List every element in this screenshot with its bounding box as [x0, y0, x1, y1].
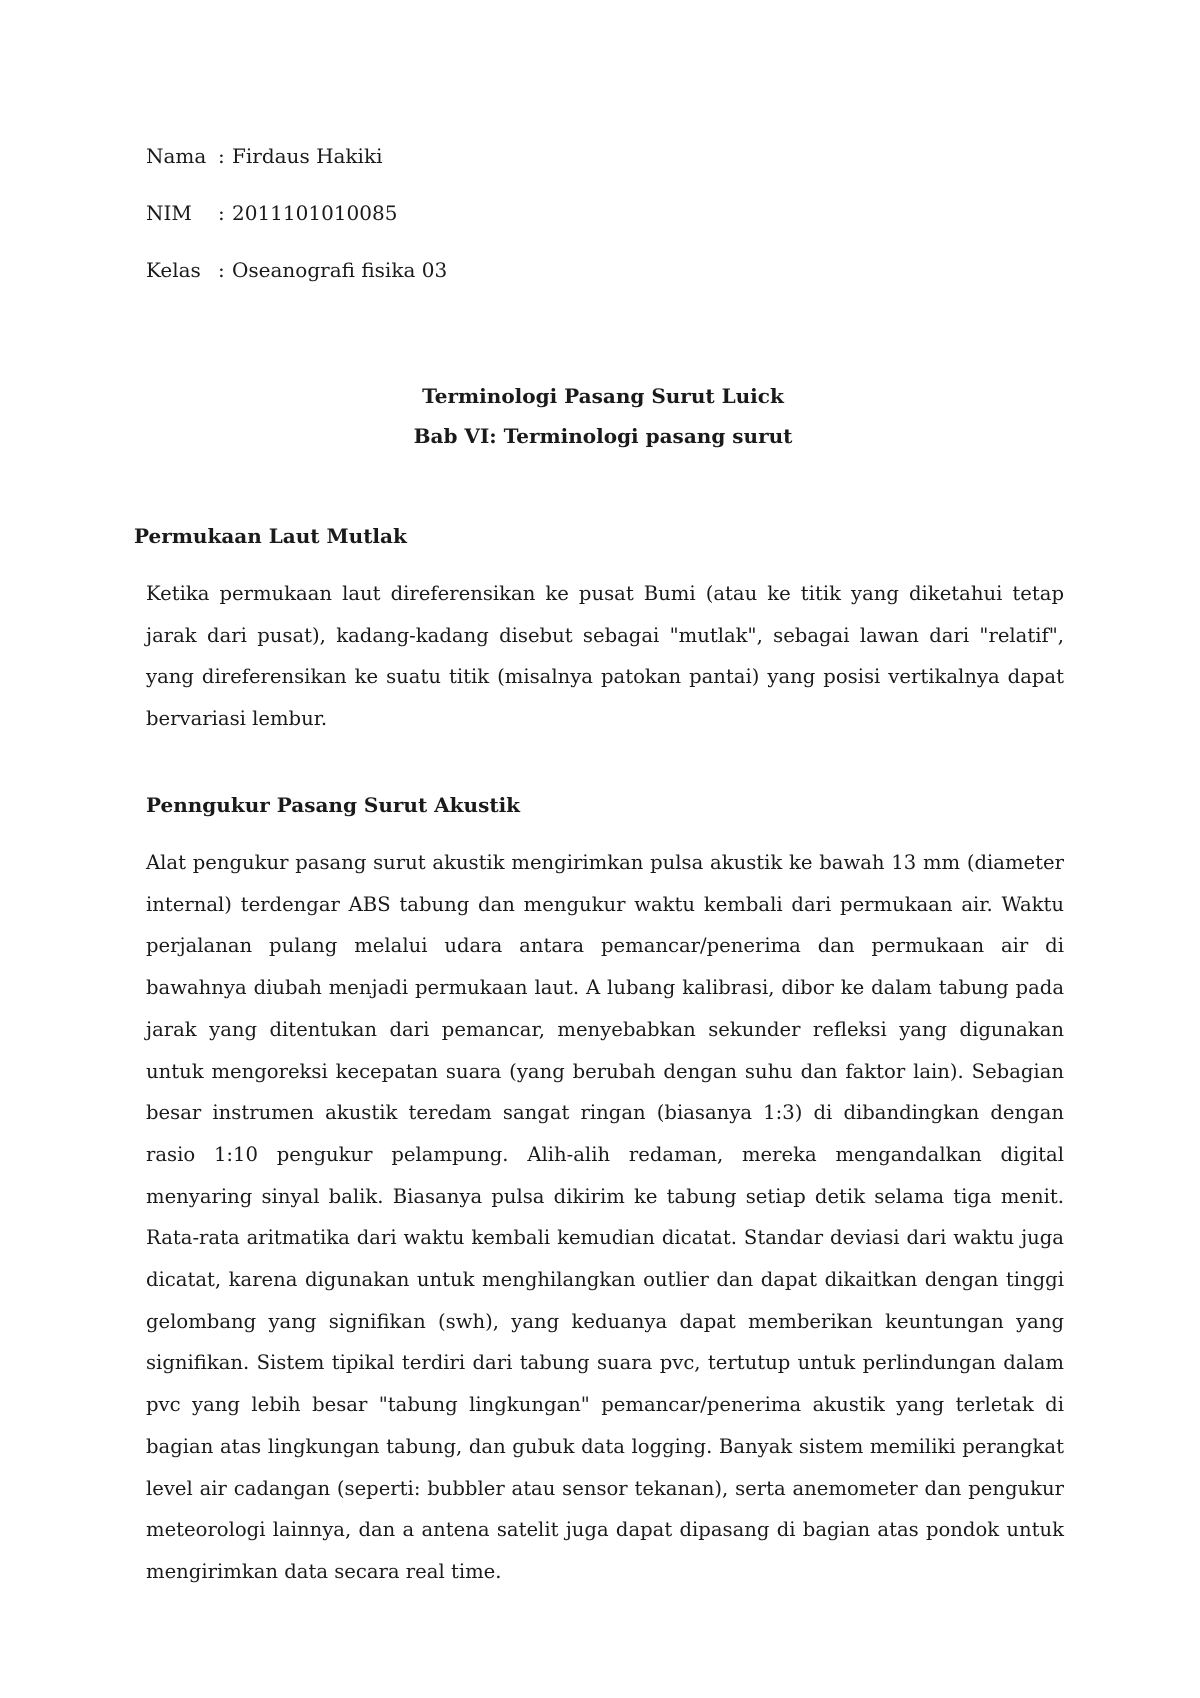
identity-separator: : — [218, 144, 225, 168]
document-titles — [0, 376, 1200, 456]
document-title: Terminologi Pasang Surut Luick — [422, 384, 784, 408]
identity-row-name — [146, 142, 447, 170]
identity-value: 2011101010085 — [232, 201, 398, 225]
identity-label: NIM — [146, 201, 192, 225]
chapter-title: Bab VI: Terminologi pasang surut — [413, 424, 793, 448]
section-body-acoustic-tide-gauge: Alat pengukur pasang surut akustik mengirimkan pulsa akustik ke bawah 13 mm (diameter internal) terdengar ABS tabung dan mengukur waktu kembali dari permukaan air. Waktu perjalanan pulang melalui udara antara pemancar/penerima dan permukaan air di bawahnya diubah menjadi permukaan laut. A lubang kalibrasi, dibor ke dalam tabung pada jarak yang ditentukan dari pemancar, menyebabkan sekunder refleksi yang digunakan untuk mengoreksi kecepatan suara (yang berubah dengan suhu dan faktor lain). Sebagian besar instrumen akustik teredam sangat ringan (biasanya 1:3) di dibandingkan dengan rasio 1:10 pengukur pelampung. Alih-alih redaman, mereka mengandalkan digital menyaring sinyal balik. Biasanya pulsa dikirim ke tabung setiap detik selama tiga menit. Rata-rata aritmatika dari waktu kembali kemudian dicatat. Standar deviasi dari waktu juga dicatat, karena digunakan untuk menghilangkan outlier dan dapat dikaitkan dengan tinggi gelombang yang signifikan (swh), yang keduanya dapat memberikan keuntungan yang signifikan. Sistem tipikal terdiri dari tabung suara pvc, tertutup untuk perlindungan dalam pvc yang lebih besar "tabung lingkungan" pemancar/penerima akustik yang terletak di bagian atas lingkungan tabung, dan gubuk data logging. Banyak sistem memiliki perangkat level air cadangan (seperti: bubbler atau sensor tekanan), serta anemometer dan pengukur meteorologi lainnya, dan a antena satelit juga dapat dipasang di bagian atas pondok untuk mengirimkan data secara real time. — [146, 851, 1064, 1583]
section-heading-absolute-sea-level: Permukaan Laut Mutlak — [134, 524, 407, 548]
identity-label: Kelas — [146, 258, 201, 282]
identity-row-nim — [146, 199, 447, 227]
section-body-absolute-sea-level: Ketika permukaan laut direferensikan ke pusat Bumi (atau ke titik yang diketahui tetap jarak dari pusat), kadang-kadang disebut sebagai "mutlak", sebagai lawan dari "relatif", yang direferensikan ke suatu titik (misalnya patokan pantai) yang posisi vertikalnya dapat bervariasi lembur. — [146, 582, 1064, 731]
identity-value: Oseanografi fisika 03 — [232, 258, 448, 282]
identity-separator: : — [218, 258, 225, 282]
section-heading-acoustic-tide-gauge: Penngukur Pasang Surut Akustik — [146, 793, 521, 817]
identity-label: Nama — [146, 144, 207, 168]
identity-separator: : — [218, 201, 225, 225]
student-identity-block — [146, 142, 447, 313]
identity-value: Firdaus Hakiki — [232, 144, 383, 168]
identity-row-class — [146, 256, 447, 284]
